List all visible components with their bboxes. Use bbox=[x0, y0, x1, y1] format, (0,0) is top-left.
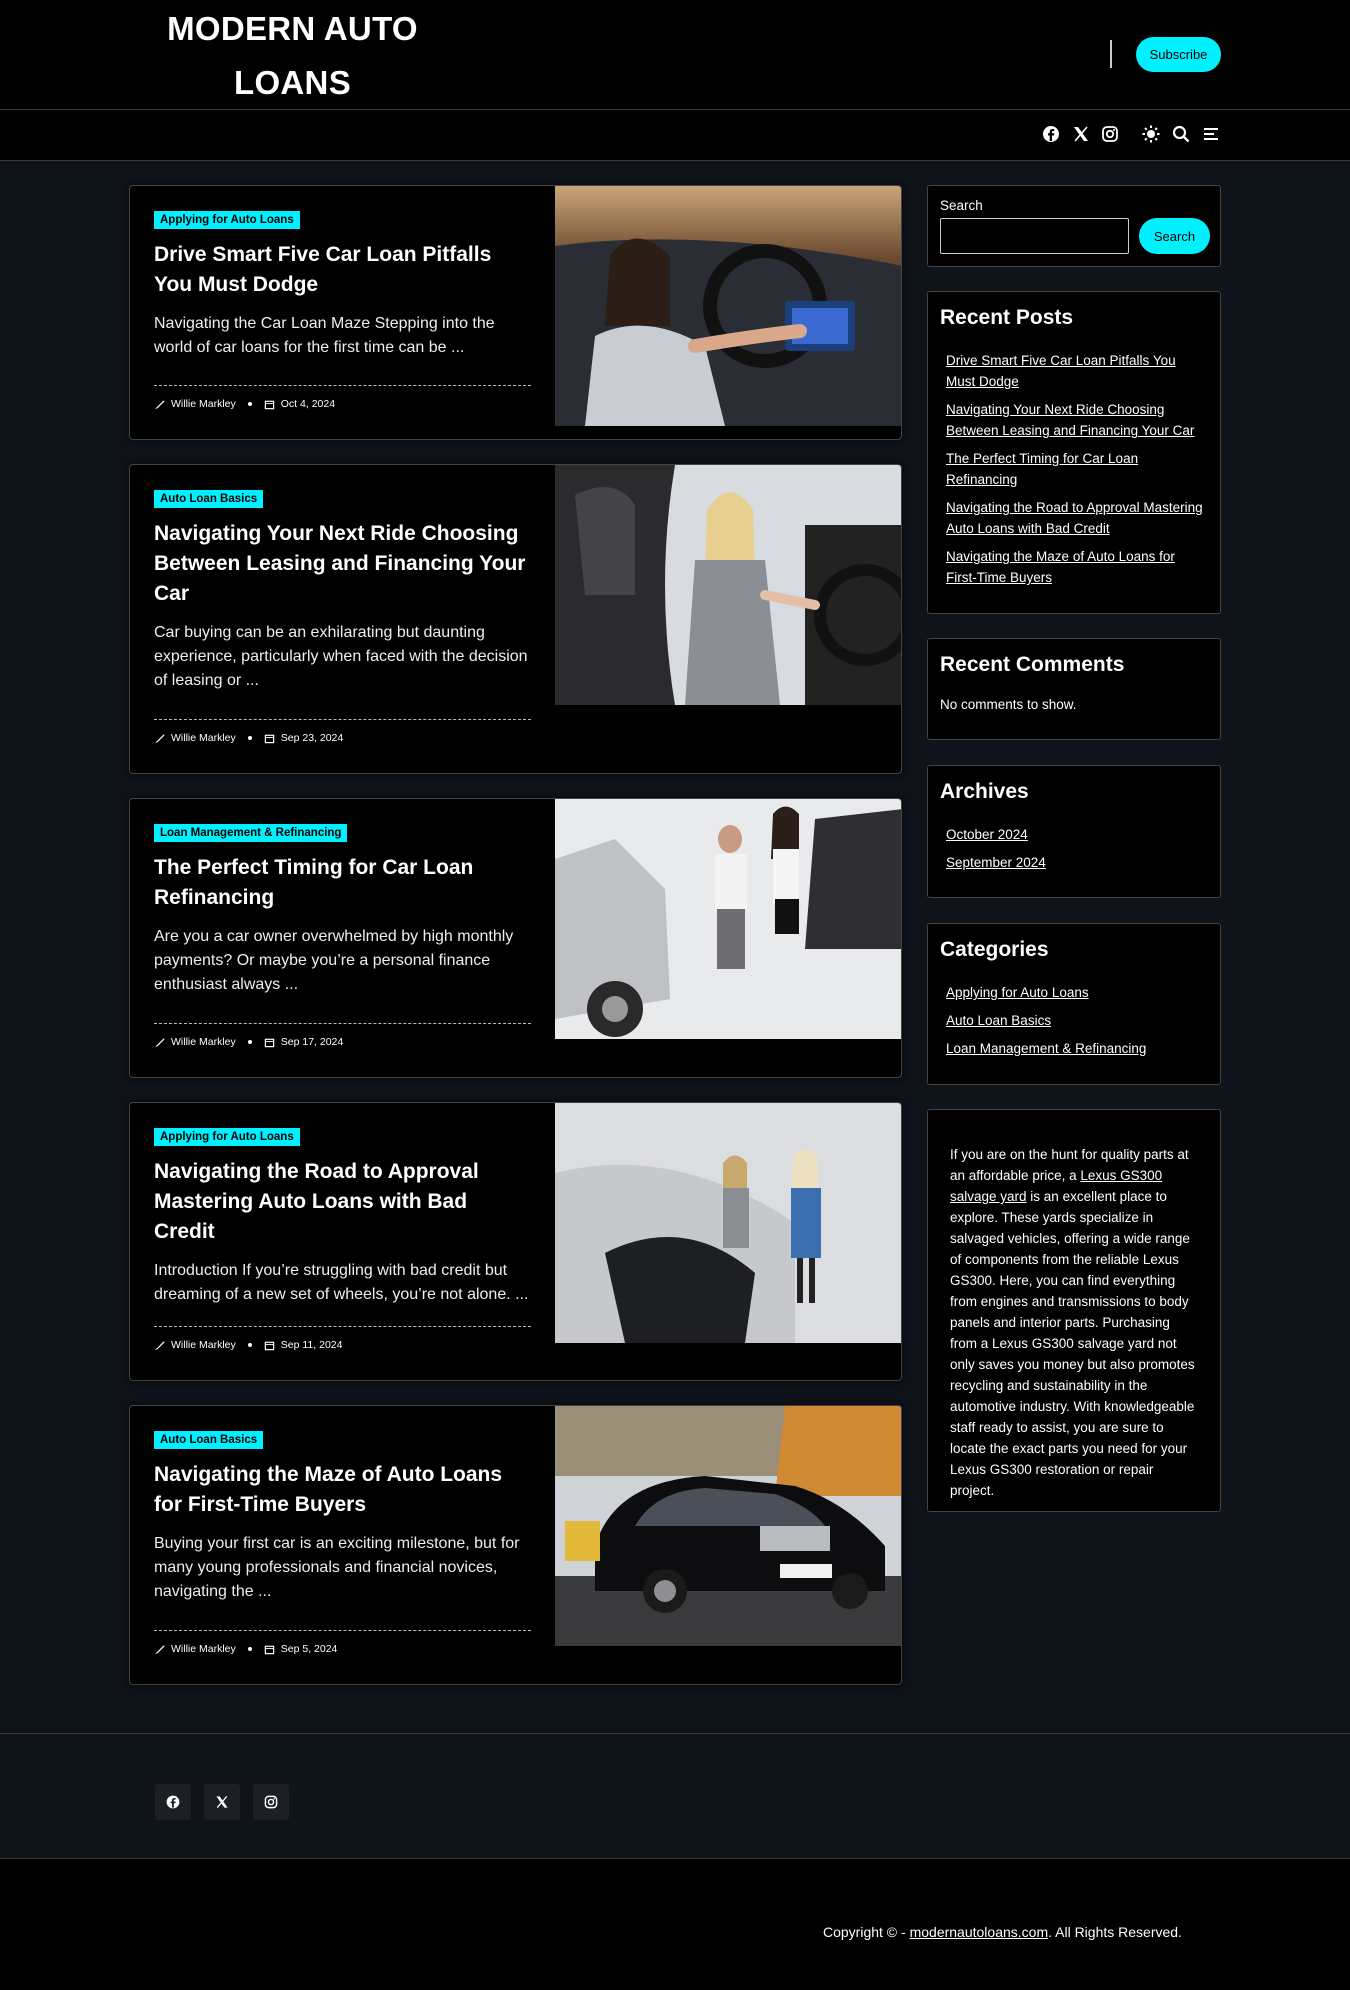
list-item bbox=[946, 1010, 1208, 1031]
recent-post-link[interactable]: The Perfect Timing for Car Loan Refinancing bbox=[946, 451, 1139, 487]
list-item bbox=[946, 448, 1208, 490]
feather-pen-icon bbox=[154, 1340, 165, 1351]
footer-social bbox=[0, 1733, 1350, 1858]
post-meta bbox=[154, 719, 531, 744]
search-label: Search bbox=[940, 198, 983, 213]
feather-pen-icon bbox=[154, 399, 165, 410]
list-item bbox=[946, 852, 1208, 873]
recent-post-link[interactable]: Drive Smart Five Car Loan Pitfalls You Must Dodge bbox=[946, 353, 1176, 389]
copyright-text bbox=[823, 1924, 1182, 1940]
site-link[interactable]: modernautoloans.com bbox=[909, 1924, 1049, 1940]
search-icon[interactable] bbox=[1171, 124, 1191, 144]
post-title[interactable]: Navigating the Road to Approval Mastering Auto Loans with Bad Credit bbox=[154, 1160, 479, 1243]
site-header bbox=[0, 0, 1350, 110]
x-twitter-icon[interactable] bbox=[1071, 124, 1091, 144]
post-image[interactable] bbox=[555, 186, 902, 426]
post-author[interactable]: Willie Markley bbox=[171, 1643, 236, 1655]
instagram-icon[interactable] bbox=[1100, 124, 1120, 144]
text-widget-intro: If you are on the hunt for quality parts at an affordable price, a bbox=[950, 1147, 1189, 1183]
post-meta bbox=[154, 1630, 531, 1655]
search-widget bbox=[927, 185, 1221, 267]
category-badge[interactable]: Auto Loan Basics bbox=[154, 1431, 263, 1449]
post-title[interactable]: Drive Smart Five Car Loan Pitfalls You Must Dodge bbox=[154, 243, 492, 296]
category-link[interactable]: Loan Management & Refinancing bbox=[946, 1041, 1147, 1056]
post-card bbox=[129, 798, 902, 1078]
post-author[interactable]: Willie Markley bbox=[171, 732, 236, 744]
no-comments-text: No comments to show. bbox=[940, 697, 1077, 712]
women-at-showroom-image bbox=[555, 1103, 902, 1343]
post-image[interactable] bbox=[555, 799, 902, 1039]
post-title[interactable]: The Perfect Timing for Car Loan Refinancing bbox=[154, 856, 474, 909]
list-item bbox=[946, 497, 1208, 539]
menu-icon[interactable] bbox=[1201, 124, 1221, 144]
category-badge[interactable]: Applying for Auto Loans bbox=[154, 211, 300, 229]
feather-pen-icon bbox=[154, 1644, 165, 1655]
black-sedan-image bbox=[555, 1406, 902, 1646]
category-link[interactable]: Auto Loan Basics bbox=[946, 1013, 1052, 1028]
post-date[interactable]: Sep 17, 2024 bbox=[280, 1036, 344, 1048]
woman-driving-car-image bbox=[555, 186, 902, 426]
post-meta bbox=[154, 385, 531, 410]
post-excerpt: Buying your first car is an exciting milestone, but for many young professionals and financial novices, navigating the ... bbox=[154, 1535, 520, 1600]
list-item bbox=[946, 1038, 1208, 1059]
calendar-icon bbox=[264, 733, 275, 744]
text-widget bbox=[927, 1109, 1221, 1512]
post-date[interactable]: Sep 11, 2024 bbox=[280, 1339, 343, 1351]
post-excerpt: Car buying can be an exhilarating but daunting experience, particularly when faced with the decision of leasing or ... bbox=[154, 624, 528, 689]
facebook-icon[interactable] bbox=[1041, 124, 1061, 144]
post-image[interactable] bbox=[555, 1406, 902, 1646]
recent-post-link[interactable]: Navigating the Maze of Auto Loans for First-Time Buyers bbox=[946, 549, 1175, 585]
feather-pen-icon bbox=[154, 1037, 165, 1048]
post-title[interactable]: Navigating Your Next Ride Choosing Between Leasing and Financing Your Car bbox=[154, 522, 526, 605]
meta-separator bbox=[248, 402, 252, 406]
post-card bbox=[129, 1405, 902, 1685]
post-meta bbox=[154, 1023, 531, 1048]
list-item bbox=[946, 546, 1208, 588]
category-badge[interactable]: Loan Management & Refinancing bbox=[154, 824, 347, 842]
instagram-icon bbox=[263, 1794, 279, 1810]
post-author[interactable]: Willie Markley bbox=[171, 1036, 236, 1048]
list-item bbox=[946, 399, 1208, 441]
salvage-yard-link[interactable]: Lexus GS300 salvage yard bbox=[950, 1168, 1163, 1204]
list-item bbox=[946, 982, 1208, 1003]
text-widget-body bbox=[950, 1144, 1198, 1501]
category-badge[interactable]: Applying for Auto Loans bbox=[154, 1128, 300, 1146]
post-author[interactable]: Willie Markley bbox=[171, 398, 236, 410]
widget-title: Recent Comments bbox=[940, 653, 1125, 676]
widget-title: Recent Posts bbox=[940, 306, 1074, 329]
post-excerpt: Are you a car owner overwhelmed by high monthly payments? Or maybe you’re a personal finance enthusiast always ... bbox=[154, 928, 514, 993]
footer-bottom bbox=[0, 1858, 1350, 1990]
meta-separator bbox=[248, 1040, 252, 1044]
post-meta bbox=[154, 1326, 531, 1351]
header-divider bbox=[1110, 40, 1112, 68]
search-button[interactable]: Search bbox=[1139, 218, 1210, 254]
meta-separator bbox=[248, 1647, 252, 1651]
meta-separator bbox=[248, 1343, 252, 1347]
post-date[interactable]: Oct 4, 2024 bbox=[280, 398, 336, 410]
footer-instagram-button[interactable] bbox=[253, 1784, 289, 1820]
feather-pen-icon bbox=[154, 733, 165, 744]
text-widget-rest: is an excellent place to explore. These yards specialize in salvaged vehicles, offering a wide range of components from the reliable Lexus GS300. Here, you can find everything from engines and transmissions to body panels and interior parts. Purchasing from a Lexus GS300 salvage yard not only saves you money but also promotes recycling and sustainability in the automotive industry. With knowledgeable staff ready to assist, you are sure to locate the exact parts you need for your Lexus GS300 restoration or repair project. bbox=[950, 1189, 1195, 1498]
nav-bar bbox=[0, 110, 1350, 161]
copyright-suffix: . All Rights Reserved. bbox=[1048, 1924, 1182, 1940]
site-title[interactable]: MODERN AUTO LOANS bbox=[167, 10, 418, 101]
calendar-icon bbox=[264, 1340, 275, 1351]
category-badge[interactable]: Auto Loan Basics bbox=[154, 490, 263, 508]
calendar-icon bbox=[264, 1037, 275, 1048]
footer-x-button[interactable] bbox=[204, 1784, 240, 1820]
widget-title: Archives bbox=[940, 780, 1029, 803]
theme-toggle-icon[interactable] bbox=[1141, 124, 1161, 144]
post-excerpt: Introduction If you’re struggling with bad credit but dreaming of a new set of wheels, you’re not alone. ... bbox=[154, 1262, 529, 1303]
post-card bbox=[129, 464, 902, 774]
post-excerpt: Navigating the Car Loan Maze Stepping into the world of car loans for the first time can be ... bbox=[154, 315, 495, 356]
facebook-icon bbox=[165, 1794, 181, 1810]
post-date[interactable]: Sep 23, 2024 bbox=[280, 732, 344, 744]
calendar-icon bbox=[264, 399, 275, 410]
archives-widget bbox=[927, 765, 1221, 898]
post-title[interactable]: Navigating the Maze of Auto Loans for First-Time Buyers bbox=[154, 1463, 503, 1516]
categories-widget bbox=[927, 923, 1221, 1085]
woman-at-car-door-image bbox=[555, 465, 902, 705]
post-image[interactable] bbox=[555, 465, 902, 705]
post-card bbox=[129, 1102, 902, 1381]
subscribe-button[interactable]: Subscribe bbox=[1136, 37, 1221, 72]
search-input[interactable] bbox=[940, 218, 1129, 254]
meta-separator bbox=[248, 736, 252, 740]
list-item bbox=[946, 824, 1208, 845]
copyright-prefix: Copyright © - bbox=[823, 1924, 910, 1940]
category-link[interactable]: Applying for Auto Loans bbox=[946, 985, 1089, 1000]
post-date[interactable]: Sep 5, 2024 bbox=[280, 1643, 338, 1655]
recent-posts-widget bbox=[927, 291, 1221, 614]
calendar-icon bbox=[264, 1644, 275, 1655]
list-item bbox=[946, 350, 1208, 392]
archive-link[interactable]: October 2024 bbox=[946, 827, 1028, 842]
x-twitter-icon bbox=[214, 1794, 230, 1810]
recent-post-link[interactable]: Navigating Your Next Ride Choosing Between Leasing and Financing Your Car bbox=[946, 402, 1195, 438]
car-dealership-image bbox=[555, 799, 902, 1039]
post-card bbox=[129, 185, 902, 440]
footer-facebook-button[interactable] bbox=[155, 1784, 191, 1820]
archive-link[interactable]: September 2024 bbox=[946, 855, 1046, 870]
widget-title: Categories bbox=[940, 938, 1049, 961]
recent-post-link[interactable]: Navigating the Road to Approval Mastering Auto Loans with Bad Credit bbox=[946, 500, 1203, 536]
recent-comments-widget bbox=[927, 638, 1221, 740]
post-image[interactable] bbox=[555, 1103, 902, 1343]
post-author[interactable]: Willie Markley bbox=[171, 1339, 236, 1351]
